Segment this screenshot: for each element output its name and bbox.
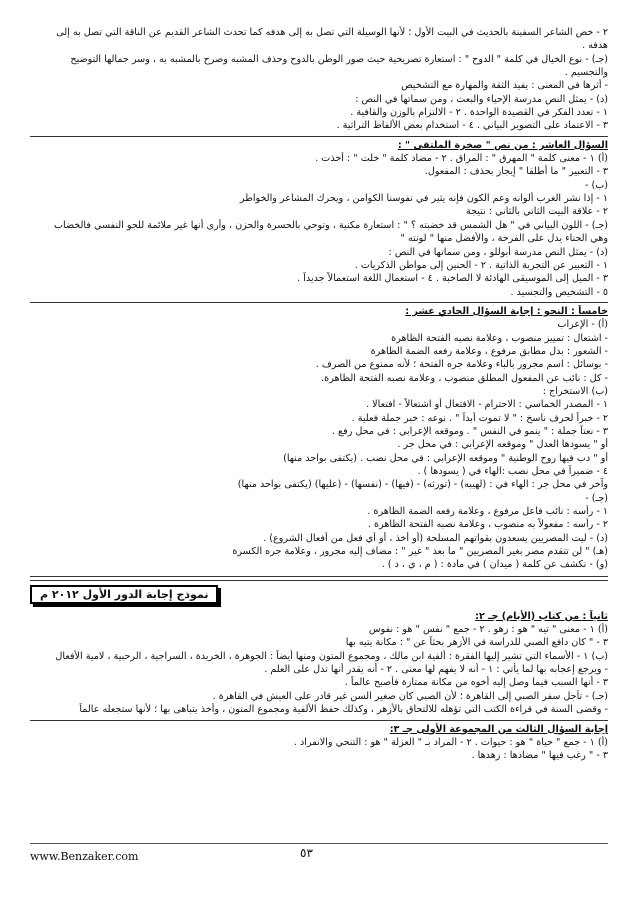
text-line: (جـ) - — [585, 492, 608, 504]
double-divider — [30, 576, 608, 581]
text-line: والتجسيم . — [564, 67, 608, 79]
text-line: أو " دب فيها روح الوطنية " وموقعه الإعرابي : في محل نصب . (يكتفى بواحد منها) — [283, 452, 608, 464]
text-line: (ب) - — [584, 179, 608, 191]
text-line: ٣ - " كان دافع الصبي للدراسة في الأزهر بحثاً عن " : مكانة يتيه بها — [345, 637, 608, 649]
text-line: وهي الحناء يدل على الفرحة ، والأفضل منها " لونته " — [400, 233, 608, 245]
text-line: ١ - التعبير عن التجربة الذاتية . ٢ - الحنين إلى مواطن الذكريات . — [354, 259, 608, 271]
text-line: ٥ - التشخيص والتجسيد . — [510, 286, 608, 298]
text-line: (أ) ١ - معنى " تيه " هو : زهو . ٢ - جمع " نفس " هو : نفوس — [368, 624, 608, 636]
section-heading: إجابة السؤال الثالث من المجموعة الأولى جـ ٣: — [389, 723, 608, 735]
text-line: ٢ - علاقة البيت الثاني بالثاني : نتيجة — [465, 206, 608, 218]
text-line: وآخر في محل جر : الهاء في : (لهيبه) - (تورثه) - (فيها) - (نفسها) - (عليها) (يكتفى بواحد منها) — [237, 479, 608, 491]
footer-rule — [30, 843, 608, 844]
text-line: (جـ) - نوع الخيال في كلمة " الدوح " : استعارة تصريحية حيث صور الوطن بالدوح وحذف المشبه وصرح بالمشبه به ، وسر جمالها التوضيح — [70, 53, 608, 65]
text-line: (ب) الاستخراج : — [542, 385, 608, 397]
section-divider — [30, 302, 608, 303]
exam-banner: نموذج إجابة الدور الأول ٢٠١٢ م — [30, 585, 218, 604]
text-line: (أ) ١ - معنى كلمة " المهرق " : المراق . ٢ - مضاد كلمة " خلت " : أخذت . — [315, 153, 608, 165]
text-line: ١ - إذا نشر الغرب ألوانه وعم الكون فإنه يثير في نفوسنا الكوامن ، ويحرك المشاعر والخواطر — [239, 193, 608, 205]
text-line: - اشتعال : تمييز منصوب ، وعلامة نصبه الفتحة الظاهرة — [391, 332, 608, 344]
section-divider — [30, 720, 608, 721]
text-line: - كل : نائب عن المفعول المطلق منصوب ، وعلامة نصبه الفتحة الظاهرة. — [321, 372, 608, 384]
text-line: - وقضى السنة في قراءة الكتب التي تؤهله للالتحاق بالأزهر ، وكذلك حفظ الألفية ومجموع المتون ، وأخذ يتباهى بها ؛ لأنها ستجعله عالماً — [79, 704, 608, 716]
text-line: هدفه . — [582, 40, 608, 52]
footer-site-link[interactable]: www.Benzaker.com — [30, 850, 139, 863]
text-line: (أ) ١ - جمع " حياة " هو : حيوات . ٢ - المراد بـ " العزلة " هو : التنحي والانفراد . — [293, 736, 608, 748]
banner-wrap — [30, 585, 608, 604]
text-line: ٣ - التعبير " ما أطلقا " إيجاز بحذف : المفعول. — [424, 166, 608, 178]
text-line: ١ - تعدد الفكر في القصيدة الواحدة . ٢ - الالتزام بالوزن والقافية . — [350, 107, 608, 119]
text-line: - الشعور : بدل مطابق مرفوع ، وعلامة رفعه الضمة الظاهرة — [370, 345, 608, 357]
text-line: ٣ - " رغب فيها " مضادها : زهدها . — [471, 750, 608, 762]
section-divider — [30, 136, 608, 137]
text-line: ١ - رأسه : نائب فاعل مرفوع ، وعلامة رفعه الضمة الظاهرة . — [367, 506, 608, 518]
text-line: - ويرجع إعجابه بها لما يأتي : ١ - أنه لا يفهم لها معنى . ٢ - أنه يقدر أنها تدل على العلم . — [264, 664, 608, 676]
text-line: - أثرها في المعنى : يفيد الثقة والمهارة مع التشخيص — [401, 80, 608, 92]
text-line: (د) - يمثل النص مدرسة أبوللو ، ومن سماتها في النص : — [388, 246, 608, 258]
section-heading: ثانياً : من كتاب (الأيام) جـ ٢: — [475, 610, 608, 622]
page-number: ٥٣ — [300, 846, 313, 860]
text-line: ٣ - أنها السبب فيما وصل إليه أخوه من مكانة ممتازة فأصبح عالماً . — [344, 677, 608, 689]
text-line: ٣ - نعتاً جملة : " ينمو في النفس " . وموقعه الإعرابي : في محل رفع . — [331, 425, 608, 437]
text-line: - بوسائل : اسم مجرور بالباء وعلامة جره الفتحة ؛ لأنه ممنوع من الصرف . — [315, 359, 608, 371]
text-line: (جـ) - اللون البياني في " هل الشمس قد خضبته ؟ " : استعارة مكنية ، وتوحي بالحسرة والحزن ، وأرى أنها غير ملائمة للجو النفسي فالخضاب — [54, 219, 608, 231]
text-line: ٤ - ضميراً في محل نصب :الهاء في ( يسودها ) . — [417, 466, 608, 477]
text-line: ١ - المصدر الخماسي : الاحترام - الافتعال أو اشتعالاً - افتعالا . — [366, 399, 608, 411]
text-line: ٢ - خبراً لحرف ناسخ : " لا تموت أبداً " . نوعه : خبر جملة فعلية . — [351, 412, 608, 424]
text-line: (و) - نكشف عن كلمة ( ميدان ) في مادة : ( م ، ي ، د ) . — [381, 559, 608, 571]
section-heading: خامساً : النحو : إجابة السؤال الحادي عشر : — [405, 305, 608, 317]
text-line: (هـ) " لن تتقدم مصر بغير المصريين " ما بعد " غير " : مضاف إليه مجرور ، وعلامة جره الكسرة — [232, 546, 608, 558]
text-line: ٣ - الميل إلى الموسيقى الهادئة لا الصاخبة . ٤ - استعمال اللغة استعمالاً جديداً . — [297, 273, 608, 285]
text-line: ٣ - الاعتماد على التصوير البياني . ٤ - استخدام بعض الألفاظ التراثية . — [336, 120, 608, 132]
text-line: (د) - ليت المصريين يسعدون بقواتهم المسلحة (أو أخذ ، أو أي فعل من أفعال الشروع) . — [263, 532, 608, 544]
text-line: (جـ) - تأجل سفر الصبي إلى القاهرة ؛ لأن الصبي كان صغير السن غير قادر على العيش في القاهرة . — [212, 690, 608, 702]
text-line: (أ) - الإعراب — [557, 319, 608, 331]
section-heading: السؤال العاشر : من نص " صخرة الملتقى " : — [397, 139, 608, 151]
text-line: (ب) ١ - الأسماء التي تشير إليها الفقرة : ألفية ابن مالك ، ومجموع المتون ومنها أيضاً : الجوهرة ، الخريدة ، السراجية ، الرحبية ، لامية الأفعال — [55, 650, 608, 662]
text-line: أو " يسودها العدل " وموقعه الإعرابي : في محل جر . — [397, 439, 608, 451]
text-line: (د) - يمثل النص مدرسة الإحياء والبعث ، ومن سماتها في النص : — [355, 93, 608, 105]
text-line: ٢ - رأسه : مفعولاً به منصوب ، وعلامة نصبه الفتحة الظاهرة . — [367, 519, 608, 531]
text-line: ٢ - خص الشاعر السفينة بالحديث في البيت الأول ؛ لأنها الوسيلة التي تصل به إلى هدفه كما تحدث الشاعر القديم عن الناقة التي تصل به إلى — [56, 27, 608, 38]
document-body — [30, 26, 608, 763]
